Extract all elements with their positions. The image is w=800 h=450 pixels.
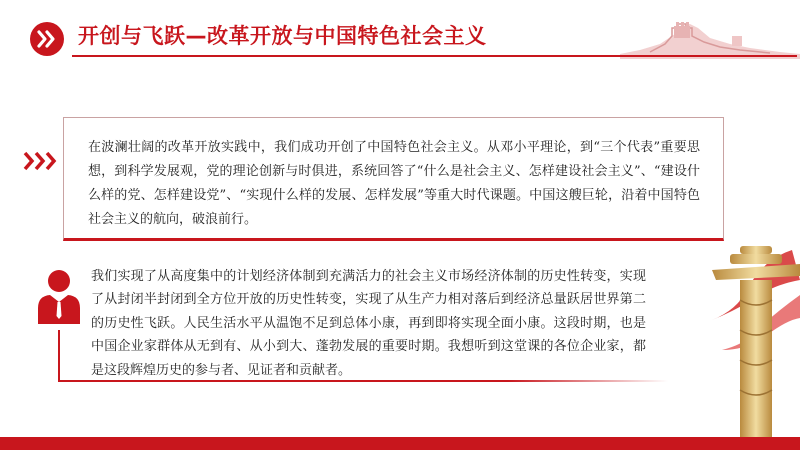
triple-chevron-right-icon [22,150,58,172]
speaker-person-icon [36,268,82,324]
footer-bar [0,437,800,450]
header-divider [72,55,797,57]
page-header [0,0,800,62]
double-chevron-right-icon [30,22,64,56]
huabiao-pillar-decoration-icon [692,240,800,440]
page-title: 开创与飞跃—改革开放与中国特色社会主义 [78,24,487,48]
speaker-text: 我们实现了从高度集中的计划经济体制到充满活力的社会主义市场经济体制的历史性转变，实现了从封闭半封闭到全方位开放的历史性转变，实现了从生产力相对落后到经济总量跃居世界第二的历史性飞跃。人民生活水平从温饱不足到总体小康，再到即将实现全面小康。这段时期，也是中国企业家群体从无到有、从小到大、蓬勃发展的重要时期。我想听到这堂课的各位企业家，都是这段辉煌历史的参与者、见证者和贡献者。 [91,269,646,378]
great-wall-decoration-icon [620,14,800,59]
quote-text: 在波澜壮阔的改革开放实践中，我们成功开创了中国特色社会主义。从邓小平理论，到“三个代表”重要思想，到科学发展观，党的理论创新与时俱进，系统回答了“什么是社会主义、怎样建设社会主义”、“建设什么样的党、怎样建设党”、“实现什么样的发展、怎样发展”等重大时代课题。中国这艘巨轮，沿着中国特色社会主义的航向，破浪前行。 [88,140,700,227]
speaker-divider-vertical [58,330,60,382]
